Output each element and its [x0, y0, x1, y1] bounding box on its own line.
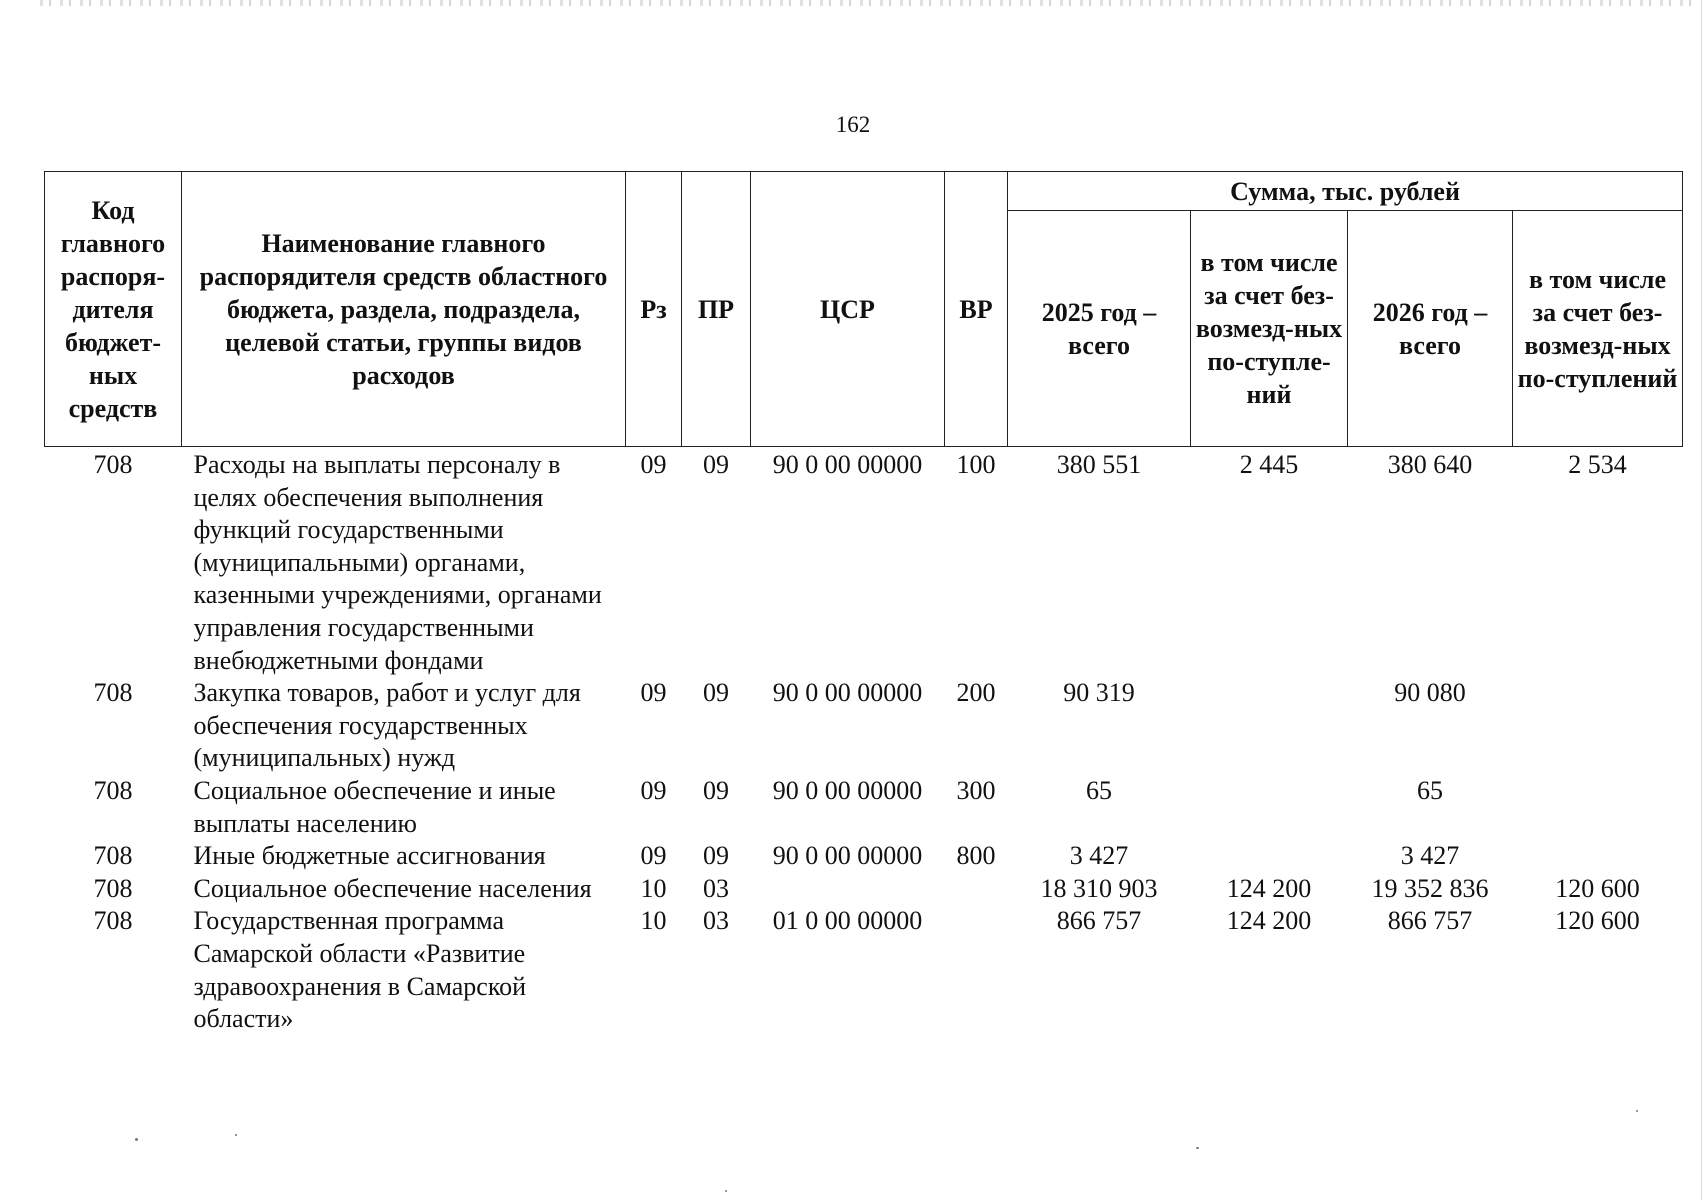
cell-2026-free — [1513, 840, 1683, 873]
cell-2026-free — [1513, 677, 1683, 775]
cell-pr: 09 — [703, 450, 729, 479]
cell-vr — [945, 873, 1008, 906]
cell-vr: 200 — [956, 678, 996, 708]
header-2025-total: 2025 год – всего — [1008, 211, 1191, 447]
cell-rz: 09 — [640, 678, 667, 708]
cell-vr: 100 — [956, 450, 996, 479]
cell-vr: 800 — [956, 841, 996, 871]
scan-speck — [1636, 1110, 1638, 1112]
table-row — [45, 677, 1683, 775]
cell-pr: 09 — [703, 678, 729, 708]
cell-rz: 09 — [640, 775, 667, 805]
cell-2025-total: 65 — [1086, 775, 1112, 805]
header-csr: ЦСР — [751, 172, 945, 447]
cell-vr — [945, 905, 1008, 1035]
cell-2025-free: 124 200 — [1226, 873, 1312, 903]
cell-name: Социальное обеспечение и иные выплаты населению — [193, 775, 556, 838]
scan-edge-line — [1701, 0, 1702, 1200]
table-row — [45, 447, 1683, 678]
cell-name: Расходы на выплаты персоналу в целях обеспечения выполнения функций государственными (муниципальными) органами, казенными учреждениями, органами управления государственными внебюджетными фондами — [193, 450, 602, 675]
cell-csr — [751, 873, 945, 906]
cell-rz: 09 — [640, 841, 667, 871]
scan-speck — [135, 1138, 138, 1141]
page-number: 162 — [835, 112, 871, 137]
scan-speck — [235, 1134, 237, 1136]
cell-csr: 90 0 00 00000 — [772, 841, 923, 871]
cell-code: 708 — [93, 873, 133, 903]
scan-speck — [1196, 1147, 1199, 1149]
cell-2026-free: 120 600 — [1555, 873, 1640, 903]
cell-name: Закупка товаров, работ и услуг для обеспечения государственных (муниципальных) нужд — [193, 678, 581, 773]
header-name: Наименование главного распорядителя средств областного бюджета, раздела, подраздела, целевой статьи, группы видов расходов — [182, 172, 626, 447]
cell-2026-total: 3 427 — [1400, 841, 1460, 871]
cell-vr: 300 — [956, 775, 996, 805]
header-pr: ПР — [682, 172, 751, 447]
cell-2025-free: 2 445 — [1239, 450, 1299, 479]
cell-2026-total: 65 — [1417, 775, 1443, 805]
cell-2026-total: 90 080 — [1394, 678, 1466, 708]
cell-2026-free: 120 600 — [1555, 906, 1640, 936]
header-sum: Сумма, тыс. рублей — [1008, 172, 1683, 211]
cell-name: Государственная программа Самарской области «Развитие здравоохранения в Самарской области» — [193, 906, 527, 1034]
cell-2025-total: 380 551 — [1056, 450, 1142, 479]
scan-artifact-top — [40, 0, 1700, 6]
cell-2025-total: 866 757 — [1056, 906, 1142, 936]
cell-2025-free — [1191, 840, 1348, 873]
cell-csr: 90 0 00 00000 — [772, 775, 923, 805]
cell-2025-free: 124 200 — [1226, 906, 1312, 936]
table-body — [45, 447, 1683, 1036]
cell-code: 708 — [93, 775, 133, 805]
table-header — [45, 172, 1683, 447]
header-code: Код главного распоря-дителя бюджет-ных средств — [45, 172, 182, 447]
header-rz: Рз — [626, 172, 682, 447]
table-row — [45, 775, 1683, 840]
header-2026-free: в том числе за счет без-возмезд-ных по-ступлений — [1513, 211, 1683, 447]
table-row — [45, 905, 1683, 1035]
cell-2026-total: 19 352 836 — [1371, 873, 1489, 903]
cell-code: 708 — [93, 841, 133, 871]
cell-pr: 09 — [703, 841, 729, 871]
budget-table — [44, 171, 1683, 1036]
cell-2026-total: 866 757 — [1387, 906, 1473, 936]
cell-2025-total: 90 319 — [1063, 678, 1135, 708]
cell-csr: 90 0 00 00000 — [772, 450, 923, 479]
scan-speck — [725, 1190, 727, 1192]
header-2025-free: в том числе за счет без-возмезд-ных по-ступле-ний — [1191, 211, 1348, 447]
cell-code: 708 — [93, 678, 133, 708]
cell-name: Социальное обеспечение населения — [193, 873, 592, 903]
cell-pr: 03 — [703, 873, 729, 903]
cell-pr: 09 — [703, 775, 729, 805]
cell-rz: 10 — [640, 906, 667, 936]
cell-name: Иные бюджетные ассигнования — [193, 841, 546, 871]
cell-code: 708 — [93, 906, 133, 936]
cell-pr: 03 — [703, 906, 729, 936]
cell-code: 708 — [93, 450, 133, 479]
header-vr: ВР — [945, 172, 1008, 447]
cell-2026-total: 380 640 — [1387, 450, 1473, 479]
cell-2025-free — [1191, 677, 1348, 775]
cell-rz: 10 — [640, 873, 667, 903]
cell-csr: 90 0 00 00000 — [772, 678, 923, 708]
table-row — [45, 873, 1683, 906]
table-row — [45, 840, 1683, 873]
cell-2026-free: 2 534 — [1568, 450, 1627, 479]
cell-rz: 09 — [640, 450, 667, 479]
cell-2026-free — [1513, 775, 1683, 840]
header-2026-total: 2026 год – всего — [1348, 211, 1513, 447]
cell-csr: 01 0 00 00000 — [772, 906, 923, 936]
cell-2025-total: 18 310 903 — [1040, 873, 1158, 903]
cell-2025-total: 3 427 — [1069, 841, 1129, 871]
cell-2025-free — [1191, 775, 1348, 840]
